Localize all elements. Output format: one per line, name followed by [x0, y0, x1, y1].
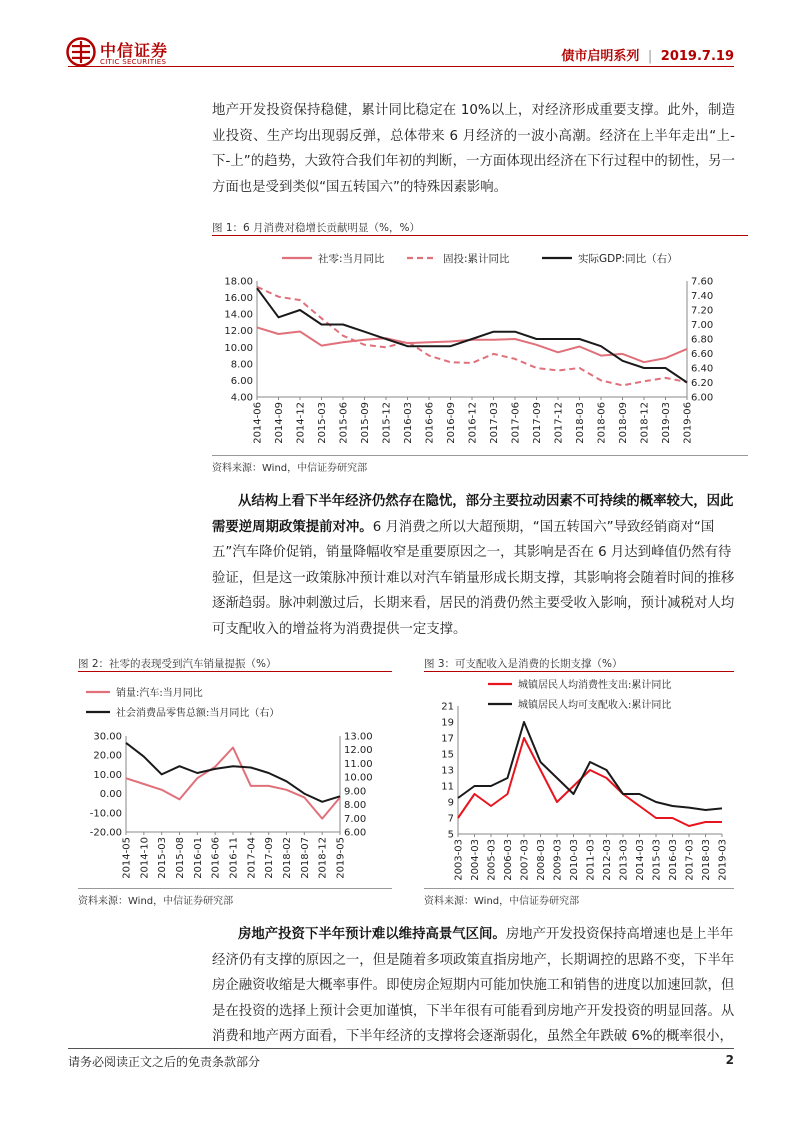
x-tick-label: 2016-11 [228, 837, 240, 879]
footer-rule [68, 1048, 734, 1049]
x-tick-label: 2014-12 [295, 402, 307, 444]
y-tick-label-left: 30.00 [93, 731, 122, 743]
series-line [257, 288, 687, 382]
legend-label: 固投:累计同比 [443, 253, 510, 265]
figure-1-title: 图 1：6 月消费对稳增长贡献明显（%，%） [212, 222, 420, 234]
x-tick-label: 2014-10 [139, 837, 151, 879]
report-series: 债市启明系列 [561, 49, 640, 64]
y-tick-label-right: 6.60 [691, 349, 714, 360]
y-tick-label-right: 7.20 [691, 305, 714, 317]
x-tick-label: 2014-05 [121, 837, 133, 879]
legend-label: 社零:当月同比 [318, 253, 385, 265]
figure-1-rule [212, 235, 748, 236]
logo-name-en: CITIC SECURITIES [100, 58, 167, 66]
y-tick-label-left: 5 [447, 829, 454, 841]
y-tick-label-right: 6.00 [344, 827, 367, 839]
x-tick-label: 2017-09 [264, 837, 276, 879]
x-tick-label: 2016-03 [668, 839, 679, 881]
x-tick-label: 2016-06 [424, 402, 436, 444]
y-tick-label-left: 10.00 [224, 342, 253, 354]
x-tick-label: 2018-12 [317, 837, 329, 879]
legend-label: 城镇居民人均消费性支出:累计同比 [518, 680, 672, 691]
x-tick-label: 2018-06 [596, 402, 608, 444]
y-tick-label-left: 10.00 [93, 769, 122, 781]
x-tick-label: 2019-06 [682, 402, 694, 444]
y-tick-label-right: 10.00 [344, 772, 373, 784]
figure-1-source-rule [212, 455, 748, 456]
y-tick-label-right: 9.00 [344, 786, 367, 798]
y-tick-label-left: 20.00 [93, 750, 122, 762]
citic-logo-icon [66, 37, 96, 67]
x-tick-label: 2004-03 [470, 839, 481, 881]
y-tick-label-right: 6.40 [691, 363, 714, 375]
x-tick-label: 2018-07 [299, 837, 311, 879]
x-tick-label: 2006-03 [503, 839, 514, 881]
legend-label: 社会消费品零售总额:当月同比（右） [116, 708, 280, 719]
y-tick-label-left: 17 [441, 733, 454, 745]
y-tick-label-right: 7.60 [691, 276, 714, 288]
x-tick-label: 2003-03 [453, 839, 465, 881]
y-tick-label-left: 21 [441, 701, 454, 713]
figure-3-source-rule [424, 888, 734, 889]
series-line [257, 327, 687, 362]
figure-3-chart [424, 674, 734, 884]
x-tick-label: 2016-03 [403, 402, 414, 444]
paragraph-1: 地产开发投资保持稳健，累计同比稳定在 10%以上，对经济形成重要支撑。此外，制造业投资、生产均出现弱反弹，总体带来 6 月经济的一波小高潮。经济在上半年走出“上-下-上”的趋势，大致符合我们年初的判断，一方面体现出经济在下行过程中的韧性，另一方面也是受到类似“国五转国六”的特殊因素影响。 [212, 103, 735, 195]
x-tick-label: 2015-03 [317, 402, 328, 444]
y-tick-label-left: 15 [441, 749, 454, 761]
y-tick-label-right: 7.00 [691, 320, 714, 331]
x-tick-label: 2015-06 [338, 402, 350, 444]
y-tick-label-left: 7 [447, 813, 454, 825]
series-line [126, 748, 340, 819]
x-tick-label: 2016-01 [192, 837, 204, 879]
x-tick-label: 2019-03 [717, 839, 729, 881]
figure-3-source: 资料来源：Wind，中信证券研究部 [424, 896, 580, 907]
x-tick-label: 2008-03 [536, 839, 547, 881]
x-tick-label: 2005-03 [486, 839, 498, 881]
x-tick-label: 2018-02 [282, 837, 293, 879]
x-tick-label: 2014-06 [252, 402, 264, 444]
x-tick-label: 2017-06 [510, 402, 522, 444]
y-tick-label-right: 7.40 [691, 291, 714, 302]
y-tick-label-left: 0.00 [99, 789, 122, 801]
y-tick-label-left: 16.00 [224, 293, 253, 305]
header-rule [68, 66, 734, 67]
logo-name-cn: 中信证券 [100, 41, 169, 60]
y-tick-label-right: 12.00 [344, 745, 373, 757]
paragraph-2-body: 6 月消费之所以大超预期，“国五转国六”导致经销商对“国五”汽车降价促销，销量降幅收窄是重要原因之一，其影响是否在 6 月达到峰值仍然有待验证，但是这一政策脉冲预计难以对汽车销量形成长期支撑，其影响将会随着时间的推移逐渐趋弱。脉冲刺激过后，长期来看，居民的消费仍然主要受收入影响，预计减税对人均可支配收入的增益将为消费提供一定支撑。 [212, 519, 735, 637]
figure-2-rule [78, 671, 392, 672]
y-tick-label-right: 13.00 [344, 731, 373, 743]
y-tick-label-left: 9 [447, 797, 454, 809]
x-tick-label: 2017-03 [489, 402, 500, 444]
legend-label: 实际GDP:同比（右） [578, 253, 678, 265]
figure-2-source: 资料来源：Wind，中信证券研究部 [78, 896, 234, 907]
y-tick-label-left: 13 [441, 765, 454, 777]
y-tick-label-left: 18.00 [224, 276, 253, 288]
y-tick-label-left: -10.00 [89, 808, 122, 820]
y-tick-label-right: 8.00 [344, 800, 367, 812]
y-tick-label-right: 6.80 [691, 334, 714, 346]
series-line [126, 743, 340, 802]
x-tick-label: 2015-03 [651, 839, 663, 881]
y-tick-label-left: 4.00 [230, 392, 253, 404]
y-tick-label-right: 7.00 [344, 813, 367, 825]
footer-disclaimer: 请务必阅读正文之后的免责条款部分 [68, 1055, 261, 1069]
x-tick-label: 2017-12 [553, 402, 565, 444]
figure-2-source-rule [78, 888, 392, 889]
paragraph-2 [212, 489, 735, 642]
series-line [458, 722, 722, 810]
x-tick-label: 2015-12 [381, 402, 393, 444]
series-line [257, 287, 687, 386]
x-tick-label: 2019-05 [335, 837, 347, 879]
report-date: 2019.7.19 [660, 49, 734, 64]
figure-2-title: 图 2：社零的表现受到汽车销量提振（%） [78, 658, 277, 670]
y-tick-label-right: 6.00 [691, 392, 714, 404]
paragraph-3-lead: 房地产投资下半年预计难以维持高景气区间。 [238, 927, 506, 942]
x-tick-label: 2018-03 [701, 839, 712, 881]
x-tick-label: 2007-03 [519, 839, 531, 881]
y-tick-label-right: 6.20 [691, 378, 714, 389]
y-tick-label-left: 19 [441, 717, 454, 729]
x-tick-label: 2019-03 [661, 402, 672, 444]
x-tick-label: 2015-09 [360, 402, 371, 444]
paragraph-3 [212, 922, 735, 1050]
paragraph-3-body: 房地产开发投资保持高增速也是上半年经济仍有支撑的原因之一，但是随着多项政策直指房地产，长期调控的思路不变，下半年房企融资收缩是大概率事件。即使房企短期内可能加快施工和销售的进度以加速回款，但是在投资的选择上预计会更加谨慎，下半年很有可能看到房地产开发投资的明显回落。从消费和地产两方面看，下半年经济的支撑将会逐渐弱化，虽然全年跌破 6%的概率很小， [212, 927, 735, 1044]
x-tick-label: 2014-03 [635, 839, 646, 881]
x-tick-label: 2017-03 [684, 839, 696, 881]
y-tick-label-right: 11.00 [344, 758, 373, 770]
figure-2-chart [78, 674, 392, 884]
x-tick-label: 2017-09 [532, 402, 543, 444]
x-tick-label: 2016-12 [467, 402, 479, 444]
report-header [561, 45, 734, 64]
paragraph-2-lead: 从结构上看下半年经济仍然存在隐忧，部分主要拉动因素不可持续的概率较大，因此需要逆周期政策提前对冲。 [212, 494, 734, 535]
legend-label: 城镇居民人均可支配收入:累计同比 [518, 700, 672, 711]
figure-3-rule [424, 671, 734, 672]
x-tick-label: 2018-09 [618, 402, 629, 444]
header-separator: | [647, 49, 653, 64]
figure-1-source: 资料来源：Wind，中信证券研究部 [212, 463, 368, 474]
y-tick-label-left: 8.00 [230, 359, 253, 371]
x-tick-label: 2016-09 [446, 402, 457, 444]
x-tick-label: 2017-04 [246, 837, 258, 879]
x-tick-label: 2018-12 [639, 402, 651, 444]
y-tick-label-left: -20.00 [89, 827, 122, 839]
x-tick-label: 2010-03 [569, 839, 580, 881]
y-tick-label-left: 14.00 [224, 309, 253, 321]
x-tick-label: 2015-03 [157, 837, 169, 879]
y-tick-label-left: 12.00 [224, 326, 253, 338]
x-tick-label: 2014-09 [274, 402, 285, 444]
x-tick-label: 2009-03 [552, 839, 564, 881]
y-tick-label-left: 6.00 [230, 375, 253, 387]
figure-1-chart [212, 238, 748, 448]
x-tick-label: 2013-03 [618, 839, 630, 881]
figure-3-title: 图 3：可支配收入是消费的长期支撑（%） [424, 658, 623, 670]
x-tick-label: 2012-03 [602, 839, 613, 881]
legend-label: 销量:汽车:当月同比 [116, 688, 203, 699]
x-tick-label: 2016-06 [210, 837, 222, 879]
page-number: 2 [725, 1053, 734, 1067]
y-tick-label-left: 11 [441, 781, 454, 793]
x-tick-label: 2018-03 [575, 402, 586, 444]
x-tick-label: 2011-03 [585, 839, 597, 881]
x-tick-label: 2015-08 [175, 837, 186, 879]
